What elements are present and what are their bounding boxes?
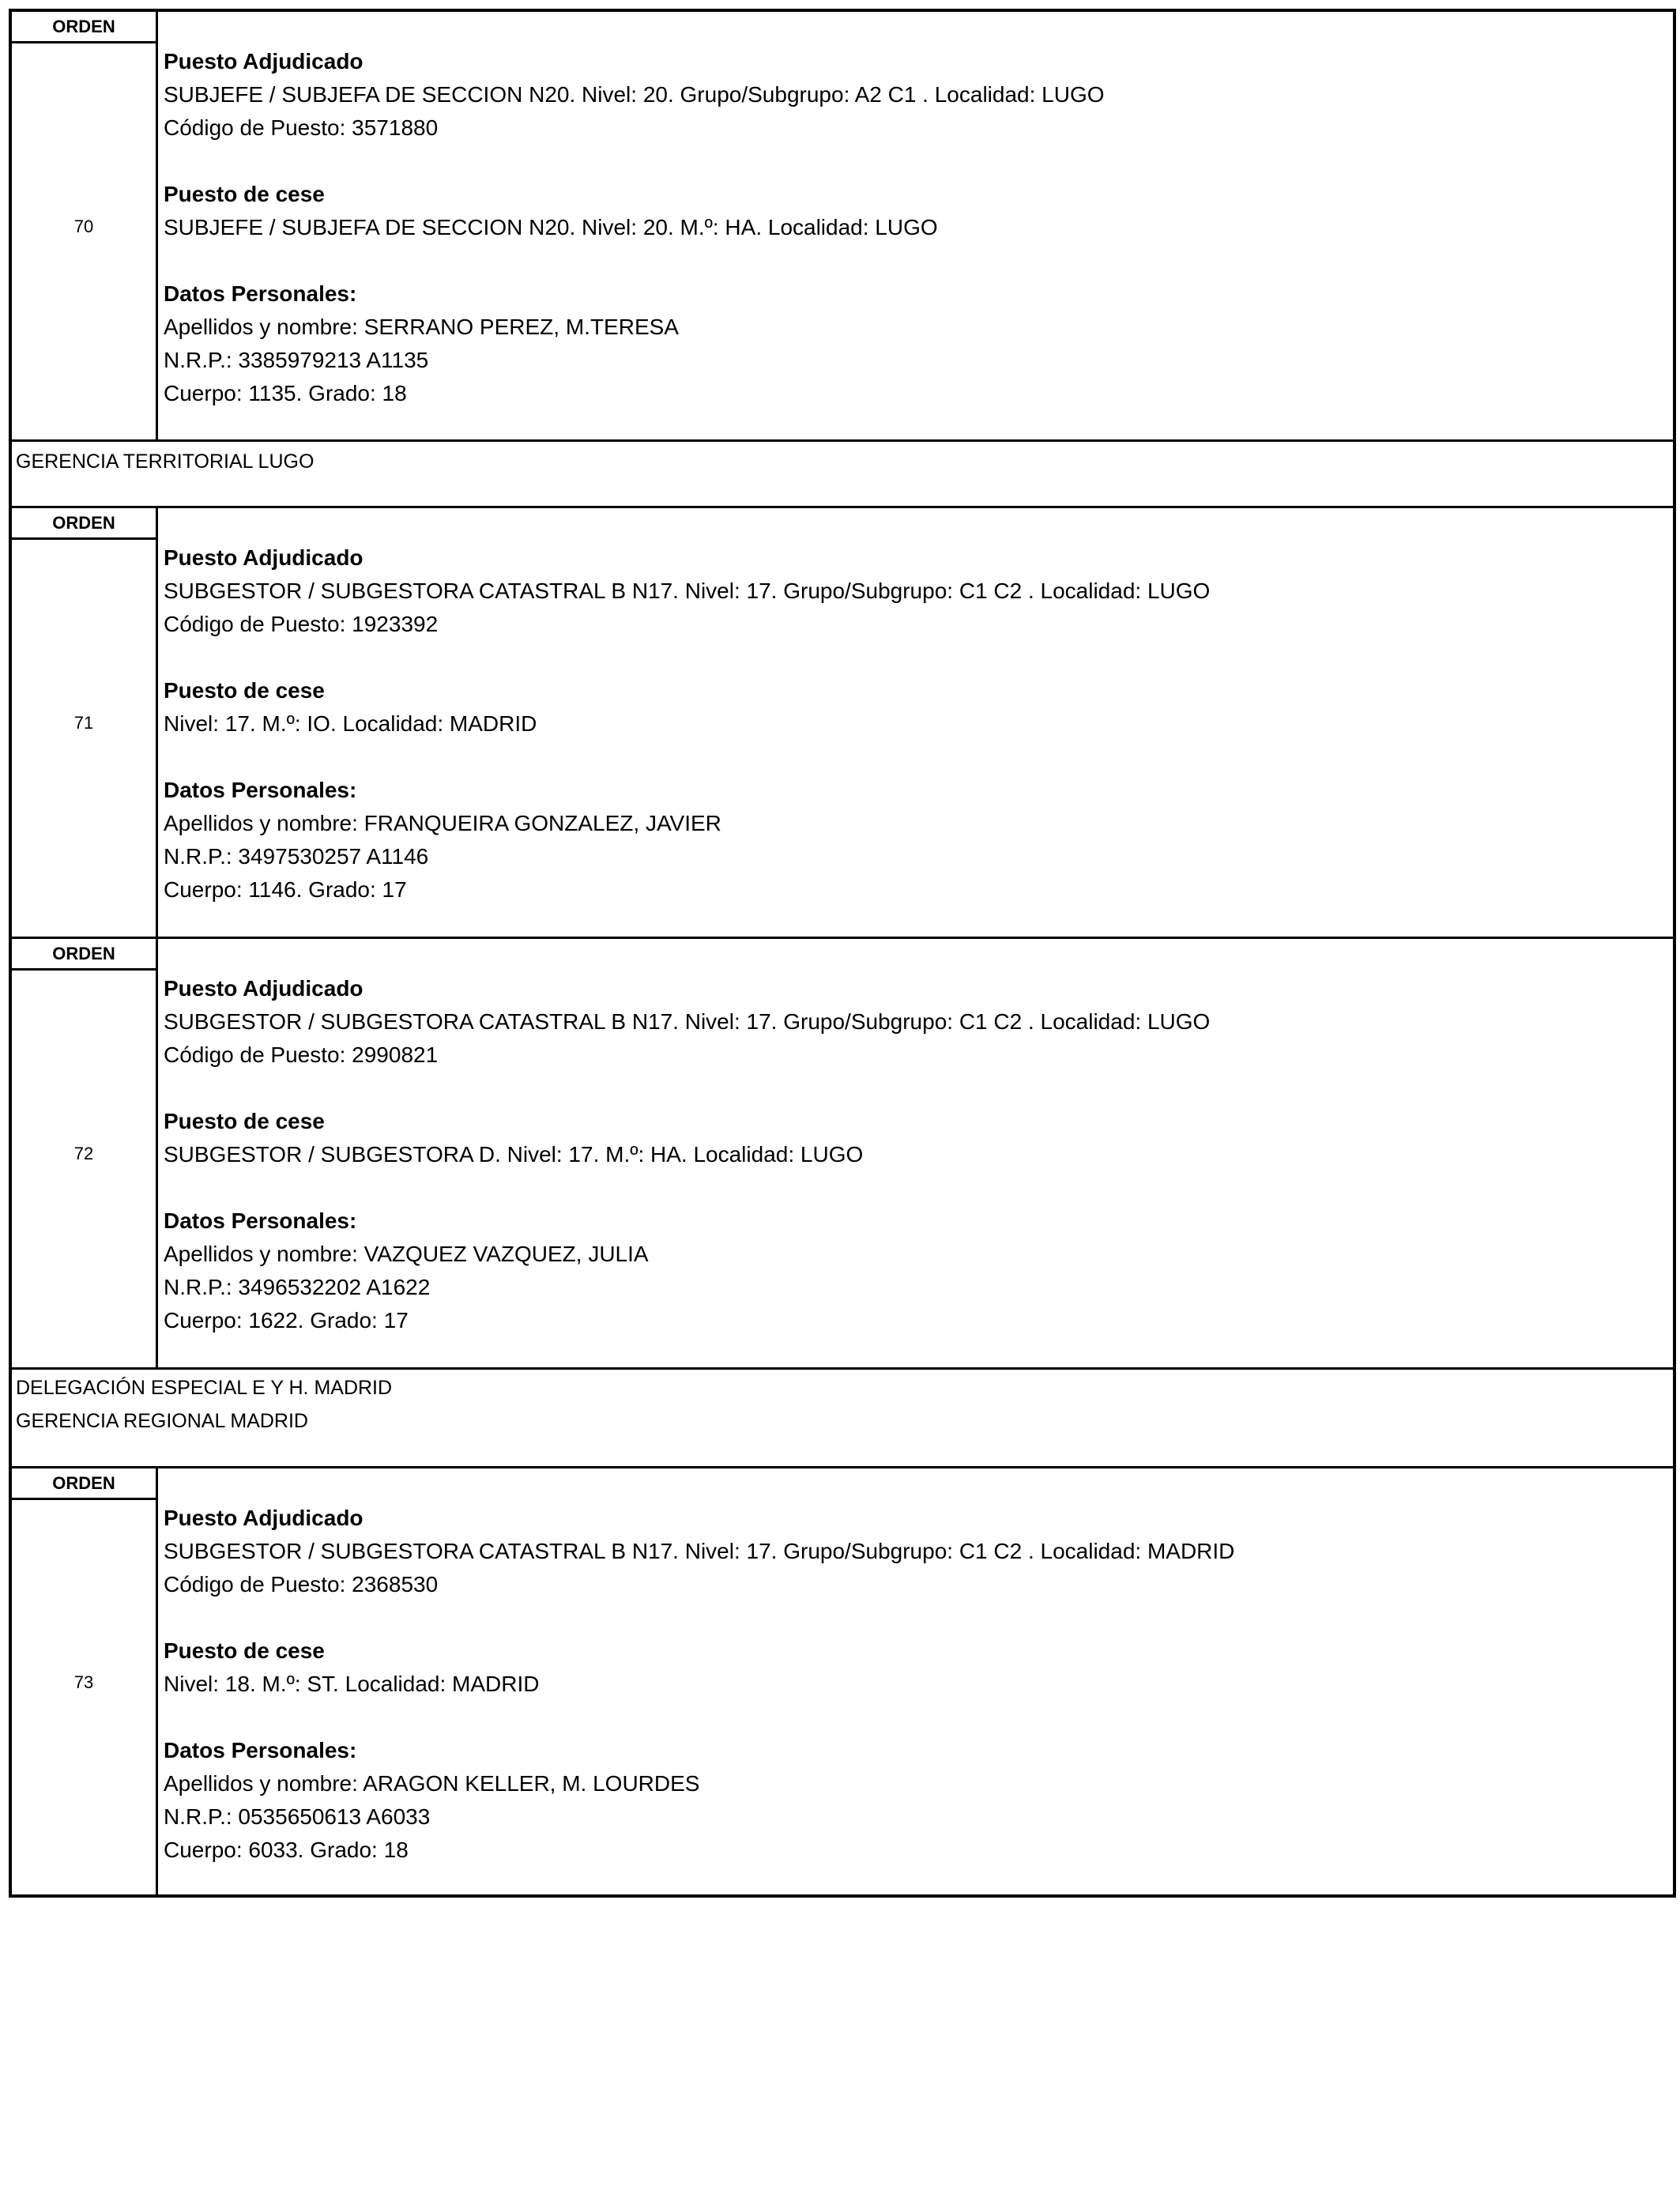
datos-personales-heading: Datos Personales: (164, 281, 357, 306)
entry-72 (12, 937, 1673, 1367)
codigo-line: Código de Puesto: 1923392 (164, 612, 439, 636)
nombre-line: Apellidos y nombre: SERRANO PEREZ, M.TERESA (164, 315, 679, 339)
orden-number: 72 (73, 1144, 94, 1163)
section-title: GERENCIA TERRITORIAL LUGO (16, 450, 315, 473)
cuerpo-line: Cuerpo: 1146. Grado: 17 (164, 877, 407, 902)
nrp-line: N.R.P.: 0535650613 A6033 (164, 1804, 431, 1829)
orden-number: 70 (73, 216, 94, 236)
adjudicado-line: SUBJEFE / SUBJEFA DE SECCION N20. Nivel: 20. Grupo/Subgrupo: A2 C1 . Localidad: LUGO (164, 82, 1105, 107)
section-header (12, 1367, 1673, 1466)
adjudicado-line: SUBGESTOR / SUBGESTORA CATASTRAL B N17. Nivel: 17. Grupo/Subgrupo: C1 C2 . Localidad: LUGO (164, 1009, 1211, 1034)
orden-column (12, 508, 158, 937)
entry-content (158, 939, 1673, 1363)
orden-header: ORDEN (12, 1468, 156, 1500)
orden-column (12, 939, 158, 1367)
codigo-line: Código de Puesto: 2368530 (164, 1572, 439, 1596)
entry-content (158, 12, 1673, 435)
section-subtitle: GERENCIA REGIONAL MADRID (16, 1410, 308, 1432)
cese-line: SUBGESTOR / SUBGESTORA D. Nivel: 17. M.º: HA. Localidad: LUGO (164, 1142, 864, 1167)
nrp-line: N.R.P.: 3497530257 A1146 (164, 844, 429, 869)
puesto-adjudicado-heading: Puesto Adjudicado (164, 49, 363, 74)
nombre-line: Apellidos y nombre: ARAGON KELLER, M. LOURDES (164, 1771, 700, 1796)
codigo-line: Código de Puesto: 2990821 (164, 1042, 439, 1067)
entry-71 (12, 506, 1673, 937)
orden-header: ORDEN (12, 939, 156, 971)
orden-header: ORDEN (12, 12, 156, 43)
datos-personales-heading: Datos Personales: (164, 1208, 357, 1233)
puesto-cese-heading: Puesto de cese (164, 1638, 325, 1663)
puesto-cese-heading: Puesto de cese (164, 1109, 325, 1133)
nombre-line: Apellidos y nombre: FRANQUEIRA GONZALEZ, JAVIER (164, 811, 721, 835)
section-header (12, 439, 1673, 506)
orden-column (12, 1468, 158, 1894)
datos-personales-heading: Datos Personales: (164, 778, 357, 802)
cese-line: SUBJEFE / SUBJEFA DE SECCION N20. Nivel: 20. M.º: HA. Localidad: LUGO (164, 215, 938, 239)
entry-70 (12, 9, 1673, 439)
entry-content (158, 508, 1673, 932)
orden-column (12, 12, 158, 439)
orden-header: ORDEN (12, 508, 156, 540)
entry-content (158, 1468, 1673, 1892)
orden-number: 73 (73, 1672, 94, 1692)
adjudicado-line: SUBGESTOR / SUBGESTORA CATASTRAL B N17. Nivel: 17. Grupo/Subgrupo: C1 C2 . Localidad: LUGO (164, 579, 1211, 603)
entry-73 (12, 1466, 1673, 1898)
puesto-adjudicado-heading: Puesto Adjudicado (164, 976, 363, 1001)
orden-number: 71 (73, 713, 94, 733)
datos-personales-heading: Datos Personales: (164, 1738, 357, 1762)
puesto-cese-heading: Puesto de cese (164, 678, 325, 703)
adjudicado-line: SUBGESTOR / SUBGESTORA CATASTRAL B N17. Nivel: 17. Grupo/Subgrupo: C1 C2 . Localidad: MADRID (164, 1539, 1235, 1563)
nrp-line: N.R.P.: 3496532202 A1622 (164, 1275, 431, 1299)
nrp-line: N.R.P.: 3385979213 A1135 (164, 348, 429, 372)
cuerpo-line: Cuerpo: 1622. Grado: 17 (164, 1308, 409, 1333)
cuerpo-line: Cuerpo: 6033. Grado: 18 (164, 1838, 409, 1862)
nombre-line: Apellidos y nombre: VAZQUEZ VAZQUEZ, JULIA (164, 1242, 649, 1266)
section-title: DELEGACIÓN ESPECIAL E Y H. MADRID (16, 1377, 393, 1399)
codigo-line: Código de Puesto: 3571880 (164, 115, 439, 140)
cese-line: Nivel: 17. M.º: IO. Localidad: MADRID (164, 711, 537, 736)
cese-line: Nivel: 18. M.º: ST. Localidad: MADRID (164, 1672, 540, 1696)
puesto-adjudicado-heading: Puesto Adjudicado (164, 1506, 363, 1530)
puesto-adjudicado-heading: Puesto Adjudicado (164, 545, 363, 570)
puesto-cese-heading: Puesto de cese (164, 182, 325, 206)
cuerpo-line: Cuerpo: 1135. Grado: 18 (164, 381, 407, 405)
document-table (9, 9, 1676, 1898)
